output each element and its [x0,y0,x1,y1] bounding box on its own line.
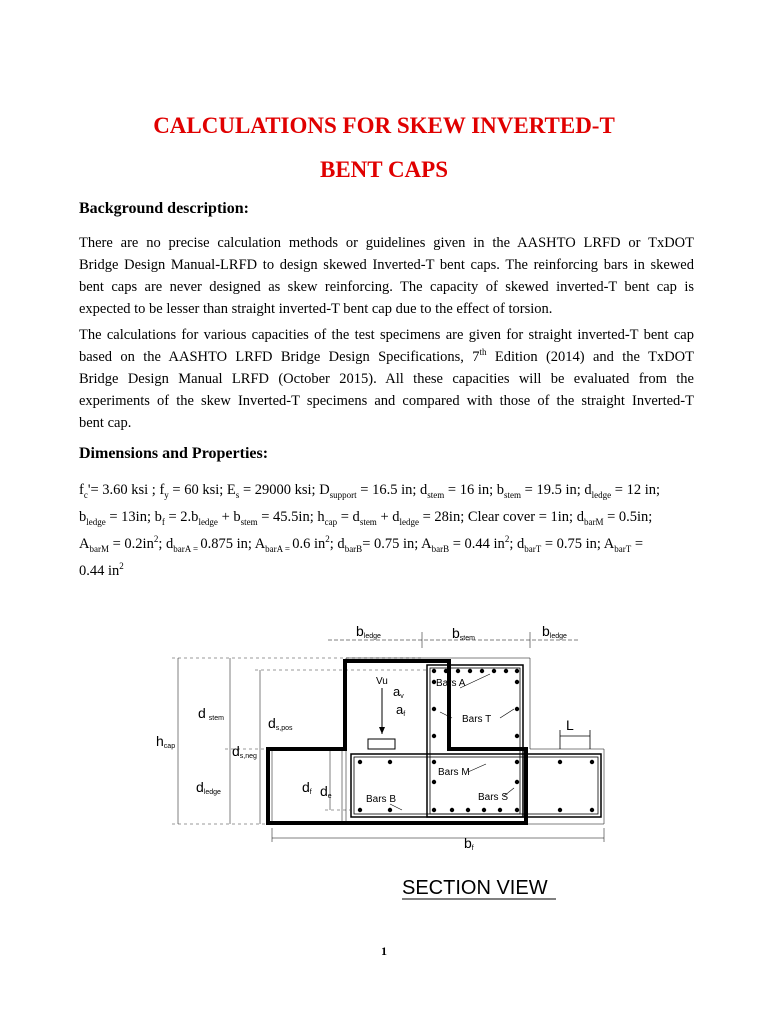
background-heading: Background description: [79,200,249,217]
paragraph-line: There are no precise calculation methods or guidelines given in the AASHTO LRFD or TxDOT [79,235,694,251]
dimensions-properties [79,477,699,585]
text-run: 0.6 in [292,536,326,552]
subscript: stem [240,516,258,527]
text-run: b [79,509,87,525]
title-line-2: BENT CAPS [319,157,449,182]
properties-line [79,477,699,504]
subscript: stem [504,489,522,500]
subscript: barB [344,543,363,554]
label-bars-s: Bars S [478,792,509,803]
label-a-v: av [393,684,404,700]
page-number: 1 [381,944,387,958]
subscript: barM [89,543,109,554]
text-run: + b [217,509,241,525]
text-run: = 0.5in; [603,509,653,525]
label-d-f: df [302,779,312,796]
paragraph-line: Bridge Design Manual-LRFD to design skewed Inverted-T bent caps. The reinforcing bars in skewed [79,257,694,273]
background-paragraph-1 [79,232,694,320]
text-run: = [631,536,644,552]
text-run: = 60 ksi; E [168,482,236,498]
label-bars-b: Bars B [366,794,397,805]
paragraph-line: The calculations for various capacities of the test specimens are given for straight inverted-T bent cap [79,327,694,343]
text-run: + d [376,509,400,525]
text-run: = 12 in; [611,482,661,498]
dimensions-heading: Dimensions and Properties: [79,445,269,462]
text-run: 0.875 in; A [200,536,266,552]
label-b-f: bf [464,835,474,852]
text-run: ; d [509,536,525,552]
text-run: = 2.b [164,509,199,525]
subscript: ledge [591,489,612,500]
label-b-stem: bstem [452,625,475,642]
paragraph-line: bent caps are never designed as skew reinforcing. The capacity of skewed inverted-T bent cap is [79,279,694,295]
label-d-e: de [320,783,332,800]
label-bars-t: Bars T [462,714,492,725]
text-run: based on the AASHTO LRFD Bridge Design Specifications, 7 [79,349,480,365]
properties-line [79,504,699,531]
text-run: = 29000 ksi; D [239,482,330,498]
subscript: barA = [173,543,201,554]
text-run: = 19.5 in; d [521,482,592,498]
label-b-ledge-right: bledge [542,623,567,640]
label-d-spos: ds,pos [268,715,293,732]
text-run: = 16 in; b [444,482,505,498]
subscript: ledge [86,516,106,527]
label-bars-a: Bars A [436,678,466,689]
figure-caption: SECTION VIEW [402,877,548,899]
paragraph-line: Bridge Design Manual LRFD (October 2015). All these capacities will be evaluated from the [79,371,694,387]
superscript: 2 [325,534,330,545]
text-run: f [79,482,84,498]
subscript: ledge [399,516,419,527]
subscript: y [164,489,169,500]
text-run: = 28in; Clear cover = 1in; d [419,509,584,525]
subscript: barA = [265,543,293,554]
properties-line [79,558,699,585]
subscript: barB [431,543,450,554]
subscript: stem [359,516,377,527]
superscript: 2 [504,534,510,545]
properties-line [79,531,699,558]
subscript: barT [524,543,542,554]
text-run: = 0.75 in; A [541,536,615,552]
superscript: 2 [119,561,124,572]
label-d-ledge: dledge [196,779,221,796]
subscript: s [235,489,240,500]
text-run: Edition (2014) and the TxDOT [486,349,694,365]
label-d-sneg: ds,neg [232,743,257,760]
bearing-pad [368,739,395,749]
paragraph-line: bent cap. [79,415,132,431]
text-run: 0.44 in [79,563,120,579]
superscript: th [479,347,487,358]
label-h-cap: hcap [156,733,176,750]
subscript: c [83,489,88,500]
subscript: ledge [198,516,218,527]
text-run: '= 3.60 ksi ; f [87,482,165,498]
text-run: = 45.5in; h [257,509,325,525]
label-b-ledge-left: bledge [356,623,381,640]
subscript: f [161,516,165,527]
text-run: = 16.5 in; d [356,482,428,498]
paragraph-line [79,346,694,368]
subscript: barT [614,543,632,554]
label-vu: Vu [376,676,388,687]
text-run: = 0.75 in; A [362,536,432,552]
section-view-diagram [150,612,620,912]
subscript: support [329,489,357,500]
subscript: cap [324,516,338,527]
text-run: = 13in; b [105,509,162,525]
paragraph-line: experiments of the skew Inverted-T specimens and compared with those of the straight Inverted-T [79,393,694,409]
text-run: A [79,536,90,552]
text-run: = 0.2in [108,536,154,552]
text-run: ; d [329,536,345,552]
label-l: L [566,717,574,733]
title-line-1: CALCULATIONS FOR SKEW INVERTED-T [153,113,615,138]
background-paragraph-2 [79,324,694,434]
text-run: ; d [158,536,174,552]
text-run: = d [337,509,360,525]
subscript: barM [583,516,604,527]
text-run: = 0.44 in [449,536,505,552]
superscript: 2 [153,534,159,545]
label-bars-m: Bars M [438,767,470,778]
paragraph-line: expected to be lesser than straight inverted-T bent cap due to the effect of torsion. [79,301,553,317]
subscript: stem [427,489,445,500]
label-d-stem: dstem [198,705,224,722]
label-a-f: af [396,702,406,718]
